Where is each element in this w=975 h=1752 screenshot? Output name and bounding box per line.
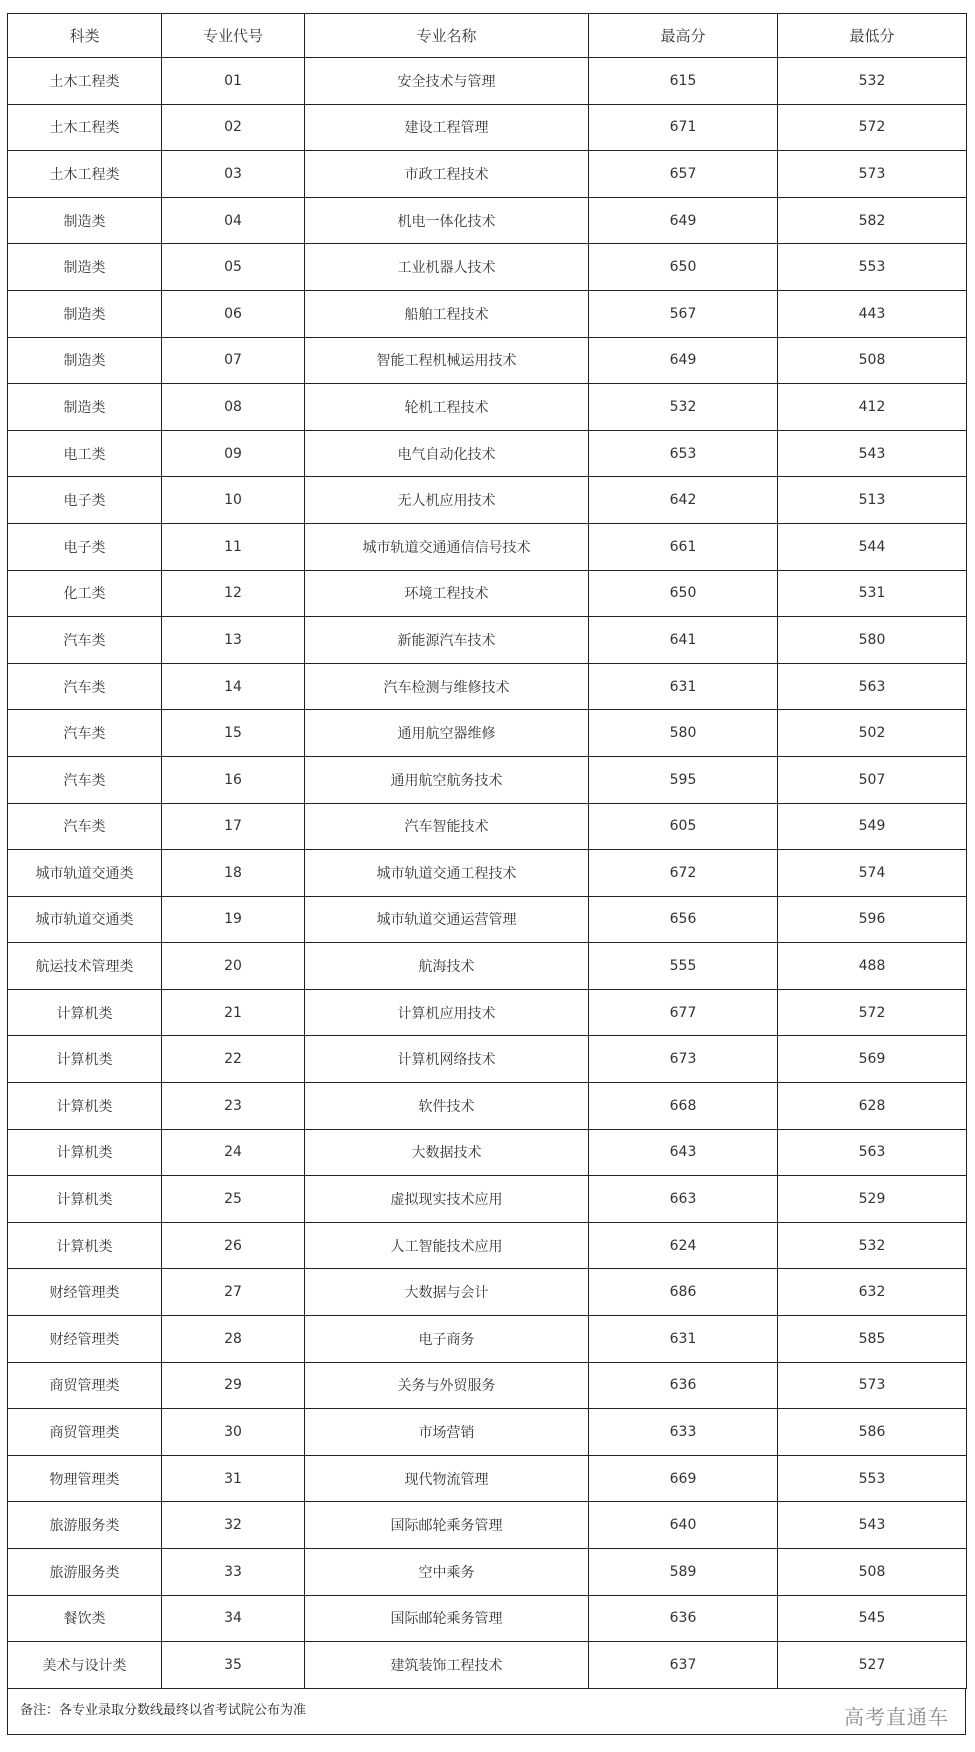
cell-category: 汽车类 — [8, 803, 162, 850]
cell-min-score: 532 — [778, 58, 967, 105]
table-row — [8, 989, 967, 1036]
cell-category: 计算机类 — [8, 1129, 162, 1176]
cell-max-score: 595 — [589, 756, 778, 803]
cell-code: 05 — [162, 244, 305, 291]
table-row — [8, 1642, 967, 1689]
header-category: 科类 — [8, 14, 162, 58]
cell-code: 32 — [162, 1502, 305, 1549]
cell-min-score: 572 — [778, 104, 967, 151]
cell-category: 制造类 — [8, 384, 162, 431]
cell-code: 20 — [162, 943, 305, 990]
header-row — [8, 14, 967, 58]
cell-major-name: 通用航空器维修 — [305, 710, 589, 757]
table-row — [8, 58, 967, 105]
table-row — [8, 1595, 967, 1642]
cell-code: 31 — [162, 1455, 305, 1502]
cell-max-score: 637 — [589, 1642, 778, 1689]
cell-category: 制造类 — [8, 244, 162, 291]
cell-code: 09 — [162, 430, 305, 477]
cell-min-score: 544 — [778, 523, 967, 570]
footnote-text: 备注：各专业录取分数线最终以省考试院公布为准 — [20, 1702, 307, 1718]
cell-min-score: 572 — [778, 989, 967, 1036]
cell-major-name: 轮机工程技术 — [305, 384, 589, 431]
table-row — [8, 477, 967, 524]
cell-code: 16 — [162, 756, 305, 803]
cell-code: 34 — [162, 1595, 305, 1642]
cell-category: 制造类 — [8, 197, 162, 244]
cell-major-name: 城市轨道交通运营管理 — [305, 896, 589, 943]
cell-max-score: 643 — [589, 1129, 778, 1176]
cell-major-name: 航海技术 — [305, 943, 589, 990]
cell-max-score: 656 — [589, 896, 778, 943]
header-code: 专业代号 — [162, 14, 305, 58]
cell-major-name: 机电一体化技术 — [305, 197, 589, 244]
cell-category: 汽车类 — [8, 710, 162, 757]
admission-score-document — [7, 13, 966, 1735]
cell-max-score: 669 — [589, 1455, 778, 1502]
cell-max-score: 580 — [589, 710, 778, 757]
cell-code: 10 — [162, 477, 305, 524]
cell-category: 计算机类 — [8, 1083, 162, 1130]
cell-category: 土木工程类 — [8, 151, 162, 198]
cell-major-name: 关务与外贸服务 — [305, 1362, 589, 1409]
cell-code: 35 — [162, 1642, 305, 1689]
footnote-bar — [7, 1689, 966, 1735]
cell-min-score: 585 — [778, 1316, 967, 1363]
cell-category: 电子类 — [8, 523, 162, 570]
header-min-score: 最低分 — [778, 14, 967, 58]
cell-code: 01 — [162, 58, 305, 105]
cell-major-name: 计算机网络技术 — [305, 1036, 589, 1083]
cell-major-name: 计算机应用技术 — [305, 989, 589, 1036]
cell-max-score: 668 — [589, 1083, 778, 1130]
table-row — [8, 290, 967, 337]
cell-code: 26 — [162, 1222, 305, 1269]
cell-major-name: 工业机器人技术 — [305, 244, 589, 291]
table-row — [8, 337, 967, 384]
cell-code: 25 — [162, 1176, 305, 1223]
cell-major-name: 现代物流管理 — [305, 1455, 589, 1502]
cell-major-name: 国际邮轮乘务管理 — [305, 1595, 589, 1642]
cell-category: 土木工程类 — [8, 58, 162, 105]
header-name: 专业名称 — [305, 14, 589, 58]
cell-major-name: 软件技术 — [305, 1083, 589, 1130]
cell-min-score: 545 — [778, 1595, 967, 1642]
cell-min-score: 532 — [778, 1222, 967, 1269]
table-row — [8, 1176, 967, 1223]
table-row — [8, 244, 967, 291]
cell-min-score: 553 — [778, 244, 967, 291]
cell-min-score: 569 — [778, 1036, 967, 1083]
cell-min-score: 531 — [778, 570, 967, 617]
cell-category: 餐饮类 — [8, 1595, 162, 1642]
cell-max-score: 555 — [589, 943, 778, 990]
cell-major-name: 城市轨道交通工程技术 — [305, 850, 589, 897]
cell-max-score: 650 — [589, 244, 778, 291]
table-row — [8, 1455, 967, 1502]
cell-category: 计算机类 — [8, 989, 162, 1036]
cell-major-name: 建设工程管理 — [305, 104, 589, 151]
cell-major-name: 新能源汽车技术 — [305, 617, 589, 664]
cell-major-name: 智能工程机械运用技术 — [305, 337, 589, 384]
cell-code: 28 — [162, 1316, 305, 1363]
table-row — [8, 384, 967, 431]
cell-max-score: 686 — [589, 1269, 778, 1316]
cell-code: 17 — [162, 803, 305, 850]
cell-code: 29 — [162, 1362, 305, 1409]
cell-major-name: 大数据技术 — [305, 1129, 589, 1176]
table-row — [8, 1222, 967, 1269]
cell-category: 电子类 — [8, 477, 162, 524]
cell-major-name: 无人机应用技术 — [305, 477, 589, 524]
cell-max-score: 624 — [589, 1222, 778, 1269]
table-row — [8, 1362, 967, 1409]
cell-category: 汽车类 — [8, 756, 162, 803]
cell-max-score: 567 — [589, 290, 778, 337]
cell-min-score: 563 — [778, 1129, 967, 1176]
cell-major-name: 市场营销 — [305, 1409, 589, 1456]
table-row — [8, 570, 967, 617]
table-row — [8, 943, 967, 990]
cell-code: 27 — [162, 1269, 305, 1316]
table-header — [8, 14, 967, 58]
cell-category: 财经管理类 — [8, 1316, 162, 1363]
cell-max-score: 615 — [589, 58, 778, 105]
cell-major-name: 国际邮轮乘务管理 — [305, 1502, 589, 1549]
cell-max-score: 636 — [589, 1362, 778, 1409]
cell-code: 24 — [162, 1129, 305, 1176]
table-row — [8, 1549, 967, 1596]
cell-major-name: 建筑装饰工程技术 — [305, 1642, 589, 1689]
cell-category: 化工类 — [8, 570, 162, 617]
cell-code: 19 — [162, 896, 305, 943]
cell-min-score: 543 — [778, 430, 967, 477]
cell-max-score: 653 — [589, 430, 778, 477]
cell-code: 11 — [162, 523, 305, 570]
cell-min-score: 527 — [778, 1642, 967, 1689]
cell-min-score: 628 — [778, 1083, 967, 1130]
cell-max-score: 631 — [589, 1316, 778, 1363]
cell-max-score: 657 — [589, 151, 778, 198]
cell-code: 04 — [162, 197, 305, 244]
cell-major-name: 虚拟现实技术应用 — [305, 1176, 589, 1223]
cell-category: 城市轨道交通类 — [8, 850, 162, 897]
cell-category: 旅游服务类 — [8, 1502, 162, 1549]
watermark-text: 高考直通车 — [844, 1704, 949, 1729]
cell-max-score: 605 — [589, 803, 778, 850]
cell-max-score: 532 — [589, 384, 778, 431]
cell-code: 23 — [162, 1083, 305, 1130]
cell-code: 18 — [162, 850, 305, 897]
cell-min-score: 586 — [778, 1409, 967, 1456]
cell-category: 航运技术管理类 — [8, 943, 162, 990]
cell-min-score: 513 — [778, 477, 967, 524]
table-row — [8, 710, 967, 757]
table-body — [8, 58, 967, 1689]
cell-category: 汽车类 — [8, 617, 162, 664]
cell-min-score: 563 — [778, 663, 967, 710]
cell-category: 计算机类 — [8, 1036, 162, 1083]
cell-major-name: 船舶工程技术 — [305, 290, 589, 337]
table-row — [8, 663, 967, 710]
table-row — [8, 756, 967, 803]
cell-category: 物理管理类 — [8, 1455, 162, 1502]
cell-code: 03 — [162, 151, 305, 198]
table-row — [8, 523, 967, 570]
cell-max-score: 677 — [589, 989, 778, 1036]
cell-min-score: 508 — [778, 1549, 967, 1596]
cell-major-name: 空中乘务 — [305, 1549, 589, 1596]
cell-category: 电工类 — [8, 430, 162, 477]
table-row — [8, 430, 967, 477]
cell-code: 13 — [162, 617, 305, 664]
table-row — [8, 1502, 967, 1549]
cell-category: 美术与设计类 — [8, 1642, 162, 1689]
cell-code: 14 — [162, 663, 305, 710]
table-row — [8, 151, 967, 198]
table-row — [8, 1409, 967, 1456]
cell-max-score: 642 — [589, 477, 778, 524]
table-row — [8, 1036, 967, 1083]
cell-code: 22 — [162, 1036, 305, 1083]
cell-max-score: 633 — [589, 1409, 778, 1456]
table-row — [8, 104, 967, 151]
cell-min-score: 543 — [778, 1502, 967, 1549]
cell-max-score: 631 — [589, 663, 778, 710]
cell-category: 商贸管理类 — [8, 1409, 162, 1456]
cell-min-score: 596 — [778, 896, 967, 943]
table-row — [8, 1083, 967, 1130]
cell-max-score: 673 — [589, 1036, 778, 1083]
cell-max-score: 661 — [589, 523, 778, 570]
table-row — [8, 617, 967, 664]
cell-category: 土木工程类 — [8, 104, 162, 151]
cell-major-name: 城市轨道交通通信信号技术 — [305, 523, 589, 570]
cell-min-score: 443 — [778, 290, 967, 337]
cell-min-score: 580 — [778, 617, 967, 664]
table-row — [8, 896, 967, 943]
cell-max-score: 663 — [589, 1176, 778, 1223]
cell-major-name: 环境工程技术 — [305, 570, 589, 617]
cell-min-score: 529 — [778, 1176, 967, 1223]
cell-max-score: 641 — [589, 617, 778, 664]
cell-min-score: 553 — [778, 1455, 967, 1502]
cell-min-score: 574 — [778, 850, 967, 897]
cell-category: 制造类 — [8, 290, 162, 337]
cell-max-score: 671 — [589, 104, 778, 151]
cell-major-name: 安全技术与管理 — [305, 58, 589, 105]
cell-max-score: 636 — [589, 1595, 778, 1642]
table-row — [8, 1316, 967, 1363]
cell-category: 汽车类 — [8, 663, 162, 710]
cell-code: 30 — [162, 1409, 305, 1456]
cell-max-score: 649 — [589, 337, 778, 384]
cell-category: 城市轨道交通类 — [8, 896, 162, 943]
cell-code: 08 — [162, 384, 305, 431]
cell-category: 计算机类 — [8, 1176, 162, 1223]
cell-min-score: 502 — [778, 710, 967, 757]
cell-major-name: 大数据与会计 — [305, 1269, 589, 1316]
cell-code: 06 — [162, 290, 305, 337]
table-row — [8, 803, 967, 850]
cell-code: 02 — [162, 104, 305, 151]
cell-category: 旅游服务类 — [8, 1549, 162, 1596]
cell-min-score: 573 — [778, 1362, 967, 1409]
table-row — [8, 1129, 967, 1176]
cell-max-score: 589 — [589, 1549, 778, 1596]
table-row — [8, 850, 967, 897]
cell-min-score: 508 — [778, 337, 967, 384]
cell-major-name: 电气自动化技术 — [305, 430, 589, 477]
cell-major-name: 人工智能技术应用 — [305, 1222, 589, 1269]
table-row — [8, 1269, 967, 1316]
score-table — [7, 13, 967, 1689]
cell-min-score: 507 — [778, 756, 967, 803]
cell-min-score: 632 — [778, 1269, 967, 1316]
cell-min-score: 549 — [778, 803, 967, 850]
cell-min-score: 488 — [778, 943, 967, 990]
cell-code: 21 — [162, 989, 305, 1036]
cell-major-name: 电子商务 — [305, 1316, 589, 1363]
cell-min-score: 412 — [778, 384, 967, 431]
cell-code: 07 — [162, 337, 305, 384]
cell-code: 33 — [162, 1549, 305, 1596]
cell-major-name: 汽车智能技术 — [305, 803, 589, 850]
cell-major-name: 通用航空航务技术 — [305, 756, 589, 803]
cell-min-score: 573 — [778, 151, 967, 198]
cell-max-score: 649 — [589, 197, 778, 244]
cell-category: 计算机类 — [8, 1222, 162, 1269]
cell-category: 制造类 — [8, 337, 162, 384]
cell-code: 15 — [162, 710, 305, 757]
cell-major-name: 市政工程技术 — [305, 151, 589, 198]
header-max-score: 最高分 — [589, 14, 778, 58]
cell-code: 12 — [162, 570, 305, 617]
cell-category: 财经管理类 — [8, 1269, 162, 1316]
cell-max-score: 672 — [589, 850, 778, 897]
cell-max-score: 640 — [589, 1502, 778, 1549]
cell-min-score: 582 — [778, 197, 967, 244]
cell-major-name: 汽车检测与维修技术 — [305, 663, 589, 710]
cell-max-score: 650 — [589, 570, 778, 617]
cell-category: 商贸管理类 — [8, 1362, 162, 1409]
table-row — [8, 197, 967, 244]
